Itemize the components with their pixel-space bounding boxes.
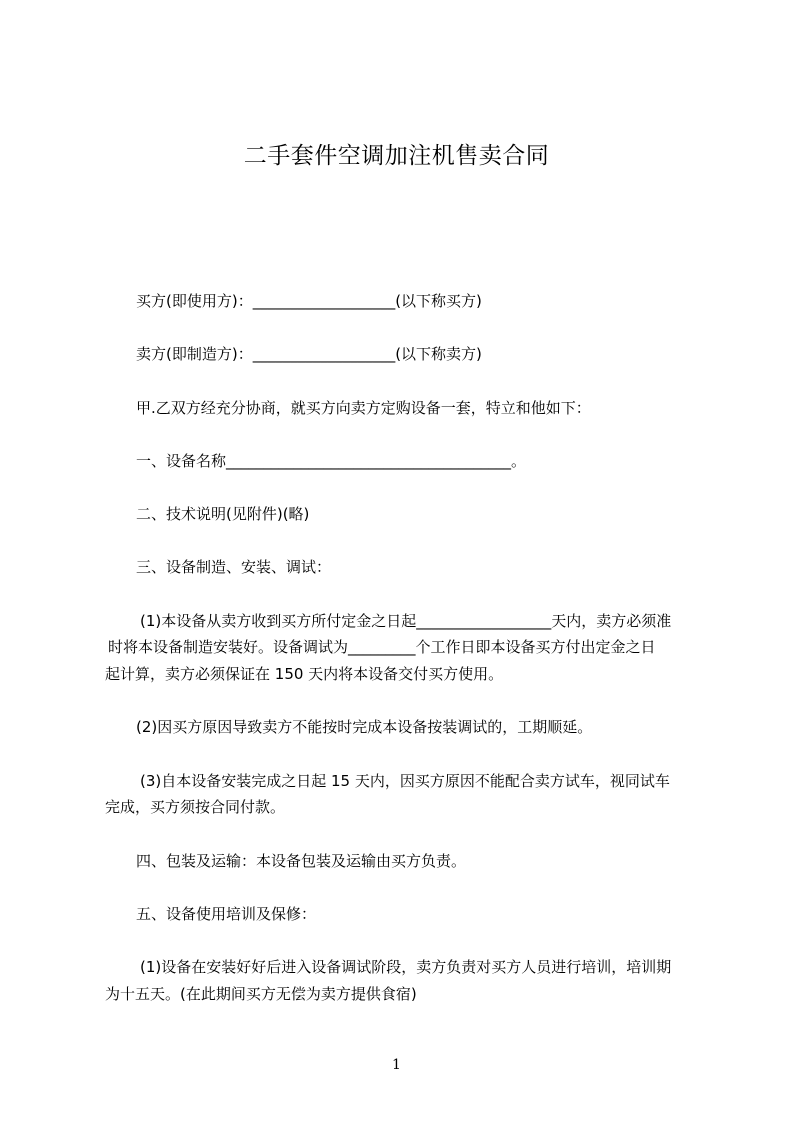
buyer-line: 买方(即使用方)：___________________(以下称买方) [136,292,482,310]
clause-3-3-line-2: 完成，买方须按合同付款。 [105,798,286,816]
preamble-line: 甲.乙双方经充分协商，就买方向卖方定购设备一套，特立和他如下： [136,399,591,417]
section-4-packaging: 四、包装及运输：本设备包装及运输由买方负责。 [136,852,467,870]
clause-3-3-line-1: (3)自本设备安装完成之日起 15 天内，因买方原因不能配合卖方试车，视同试车 [140,772,670,790]
section-5-heading: 五、设备使用培训及保修： [136,905,317,923]
clause-5-1-line-2: 为十五天。(在此期间买方无偿为卖方提供食宿) [105,985,417,1003]
section-1-equipment-name: 一、设备名称______________________________________。 [136,452,527,470]
document-title: 二手套件空调加注机售卖合同 [243,143,550,169]
section-2-technical-spec: 二、技术说明(见附件)(略) [136,505,310,523]
clause-3-2: (2)因买方原因导致卖方不能按时完成本设备按装调试的，工期顺延。 [136,718,593,736]
clause-3-1-line-2: 时将本设备制造安装好。设备调试为_________个工作日即本设备买方付出定金之日 [108,638,656,656]
clause-3-1-line-1: (1)本设备从卖方收到买方所付定金之日起__________________天内，卖方必须准 [140,612,672,630]
seller-line: 卖方(即制造方)：___________________(以下称卖方) [136,345,482,363]
section-3-heading: 三、设备制造、安装、调试： [136,558,332,576]
clause-5-1-line-1: (1)设备在安装好好后进入设备调试阶段，卖方负责对买方人员进行培训，培训期 [140,958,672,976]
page-number: 1 [392,1057,401,1073]
clause-3-1-line-3: 起计算，卖方必须保证在 150 天内将本设备交付买方使用。 [105,665,504,683]
